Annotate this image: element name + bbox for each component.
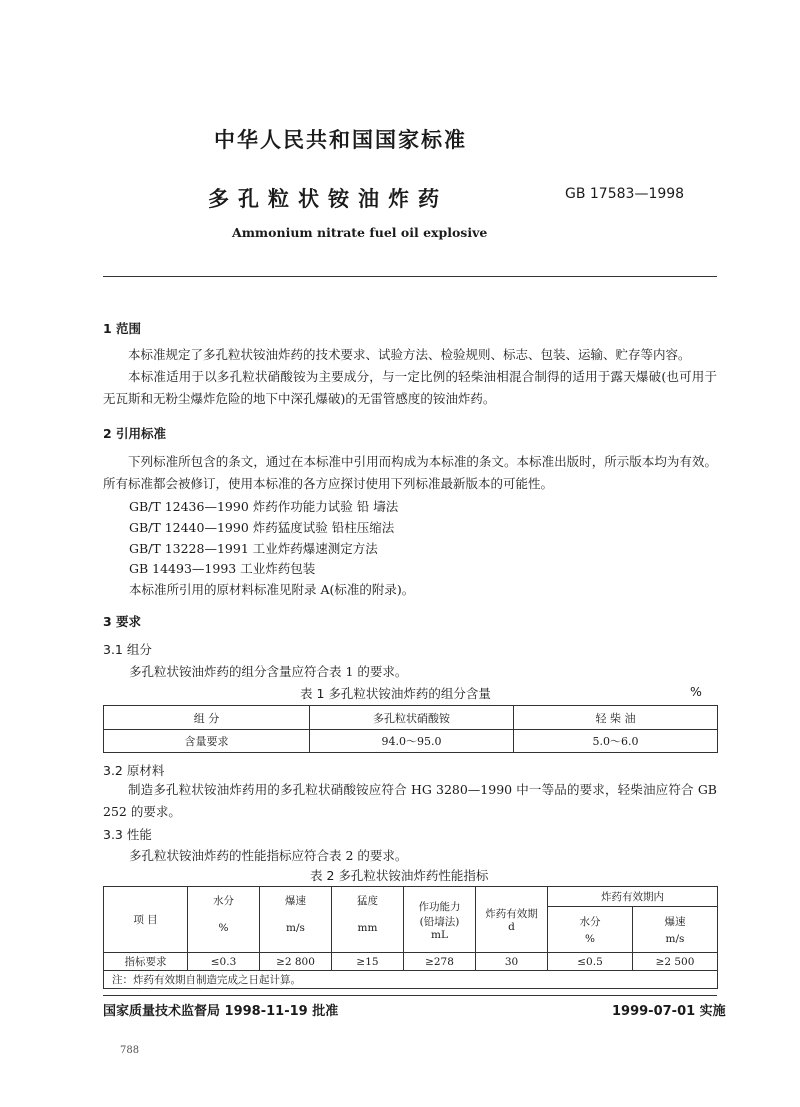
table-cell: ≥278 xyxy=(404,953,476,971)
table-header-cell: 炸药有效期 d xyxy=(476,887,548,953)
table-cell: ≤0.5 xyxy=(548,953,633,971)
table-cell: ≥2 500 xyxy=(633,953,718,971)
table-2 xyxy=(103,886,718,989)
table-header-cell: 组 分 xyxy=(104,706,310,730)
table-header-cell: 爆速 m/s xyxy=(633,907,718,953)
table-1-unit: % xyxy=(690,684,702,699)
implementation-date: 1999-07-01 实施 xyxy=(612,1004,726,1019)
table-2-caption: 表 2 多孔粒状铵油炸药性能指标 xyxy=(310,868,489,883)
subsection-3-1-heading: 3.1 组分 xyxy=(103,642,152,657)
table-cell: 5.0～6.0 xyxy=(514,730,718,753)
section-1-para-1: 本标准规定了多孔粒状铵油炸药的技术要求、试验方法、检验规则、标志、包装、运输、贮存等内容。 xyxy=(128,347,691,362)
org-title: 中华人民共和国国家标准 xyxy=(214,128,467,152)
table-1-caption: 表 1 多孔粒状铵油炸药的组分含量 xyxy=(300,686,491,701)
table-cell: ≥15 xyxy=(332,953,404,971)
english-title: Ammonium nitrate fuel oil explosive xyxy=(232,225,488,240)
table-header-cell: 炸药有效期内 xyxy=(548,887,718,907)
subsection-3-3-text: 多孔粒状铵油炸药的性能指标应符合表 2 的要求。 xyxy=(129,848,408,863)
subsection-3-2-text: 制造多孔粒状铵油炸药用的多孔粒状硝酸铵应符合 HG 3280—1990 中一等品的要求，轻柴油应符合 GB 252 的要求。 xyxy=(103,782,717,819)
table-header-cell: 水分 % xyxy=(548,907,633,953)
table-header-cell: 多孔粒状硝酸铵 xyxy=(310,706,514,730)
reference-item: GB/T 12436—1990 炸药作功能力试验 铅 壔法 xyxy=(129,499,399,514)
section-2-heading: 2 引用标准 xyxy=(103,426,167,441)
reference-item: GB/T 12440—1990 炸药猛度试验 铅柱压缩法 xyxy=(129,520,395,535)
table-header-cell: 轻 柴 油 xyxy=(514,706,718,730)
table-2-note: 注：炸药有效期自制造完成之日起计算。 xyxy=(104,971,718,989)
standard-number: GB 17583—1998 xyxy=(565,186,685,202)
table-cell: 94.0～95.0 xyxy=(310,730,514,753)
page-number: 788 xyxy=(120,1045,140,1056)
table-1 xyxy=(103,705,718,753)
section-1-para-2: 本标准适用于以多孔粒状硝酸铵为主要成分，与一定比例的轻柴油相混合制得的适用于露天爆破(也可用于无瓦斯和无粉尘爆炸危险的地下中深孔爆破)的无雷管感度的铵油炸药。 xyxy=(103,369,717,406)
subsection-3-3-heading: 3.3 性能 xyxy=(103,827,152,842)
subsection-3-1-text: 多孔粒状铵油炸药的组分含量应符合表 1 的要求。 xyxy=(129,664,408,679)
table-header-cell: 项 目 xyxy=(104,887,188,953)
table-header-cell: 水分 % xyxy=(188,887,260,953)
table-header-cell: 作功能力 (铅壔法) mL xyxy=(404,887,476,953)
table-header-cell: 爆速 m/s xyxy=(260,887,332,953)
table-cell: 指标要求 xyxy=(104,953,188,971)
table-cell: ≥2 800 xyxy=(260,953,332,971)
footer-rule xyxy=(103,995,717,996)
header-rule xyxy=(103,276,717,277)
subsection-3-2-heading: 3.2 原材料 xyxy=(103,763,165,778)
approval-line: 国家质量技术监督局 1998-11-19 批准 xyxy=(103,1004,339,1019)
table-header-cell: 猛度 mm xyxy=(332,887,404,953)
section-2-para-2: 本标准所引用的原材料标准见附录 A(标准的附录)。 xyxy=(129,582,415,597)
table-cell: 含量要求 xyxy=(104,730,310,753)
section-2-para-1: 下列标准所包含的条文，通过在本标准中引用而构成为本标准的条文。本标准出版时，所示版本均为有效。所有标准都会被修订，使用本标准的各方应探讨使用下列标准最新版本的可能性。 xyxy=(103,454,717,491)
reference-item: GB 14493—1993 工业炸药包装 xyxy=(129,561,316,576)
section-1-heading: 1 范围 xyxy=(103,321,142,336)
reference-item: GB/T 13228—1991 工业炸药爆速测定方法 xyxy=(129,541,378,556)
table-cell: 30 xyxy=(476,953,548,971)
section-3-heading: 3 要求 xyxy=(103,614,142,629)
doc-title: 多孔粒状铵油炸药 xyxy=(208,187,448,211)
table-cell: ≤0.3 xyxy=(188,953,260,971)
